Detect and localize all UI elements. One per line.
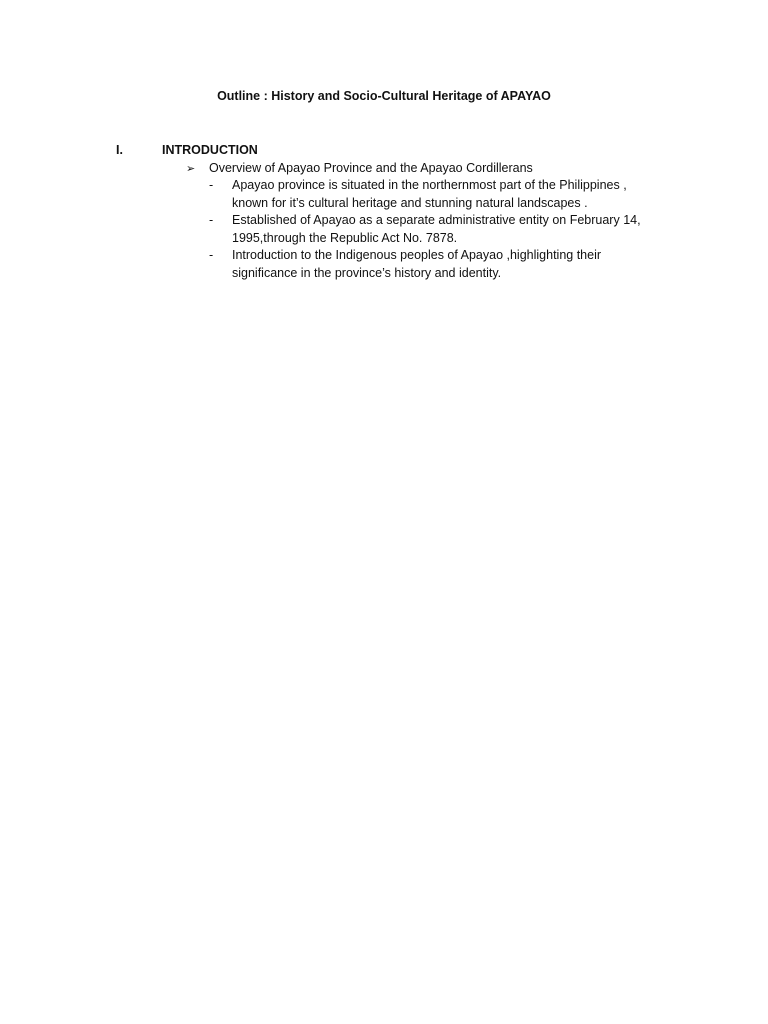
document-title: Outline : History and Socio-Cultural Heritage of APAYAO: [217, 89, 551, 103]
list-item-line: known for it’s cultural heritage and stunning natural landscapes .: [232, 195, 588, 210]
arrow-bullet-icon: ➢: [186, 162, 196, 175]
list-item-line: Established of Apayao as a separate administrative entity on February 14,: [232, 213, 641, 227]
list-item-line: Apayao province is situated in the northernmost part of the Philippines ,: [232, 178, 627, 192]
list-item: [0, 177, 768, 212]
list-item-line: 1995,through the Republic Act No. 7878.: [232, 230, 458, 245]
list-item-line: significance in the province’s history and identity.: [232, 265, 502, 280]
subheading: [0, 160, 768, 178]
list-item: [0, 212, 768, 247]
list-item-text: [232, 212, 672, 247]
section-number: I.: [116, 143, 123, 157]
dash-bullet: -: [209, 178, 214, 192]
dash-bullet: -: [209, 213, 214, 227]
list-item-line: Introduction to the Indigenous peoples of Apayao ,highlighting their: [232, 248, 602, 262]
list-item-text: [232, 247, 672, 282]
subheading-text: Overview of Apayao Province and the Apayao Cordillerans: [209, 160, 533, 175]
section-heading: INTRODUCTION: [162, 143, 258, 157]
list-item-text: [232, 177, 672, 212]
list-item: [0, 247, 768, 282]
dash-bullet: -: [209, 248, 214, 262]
bullet-list: [0, 177, 768, 282]
